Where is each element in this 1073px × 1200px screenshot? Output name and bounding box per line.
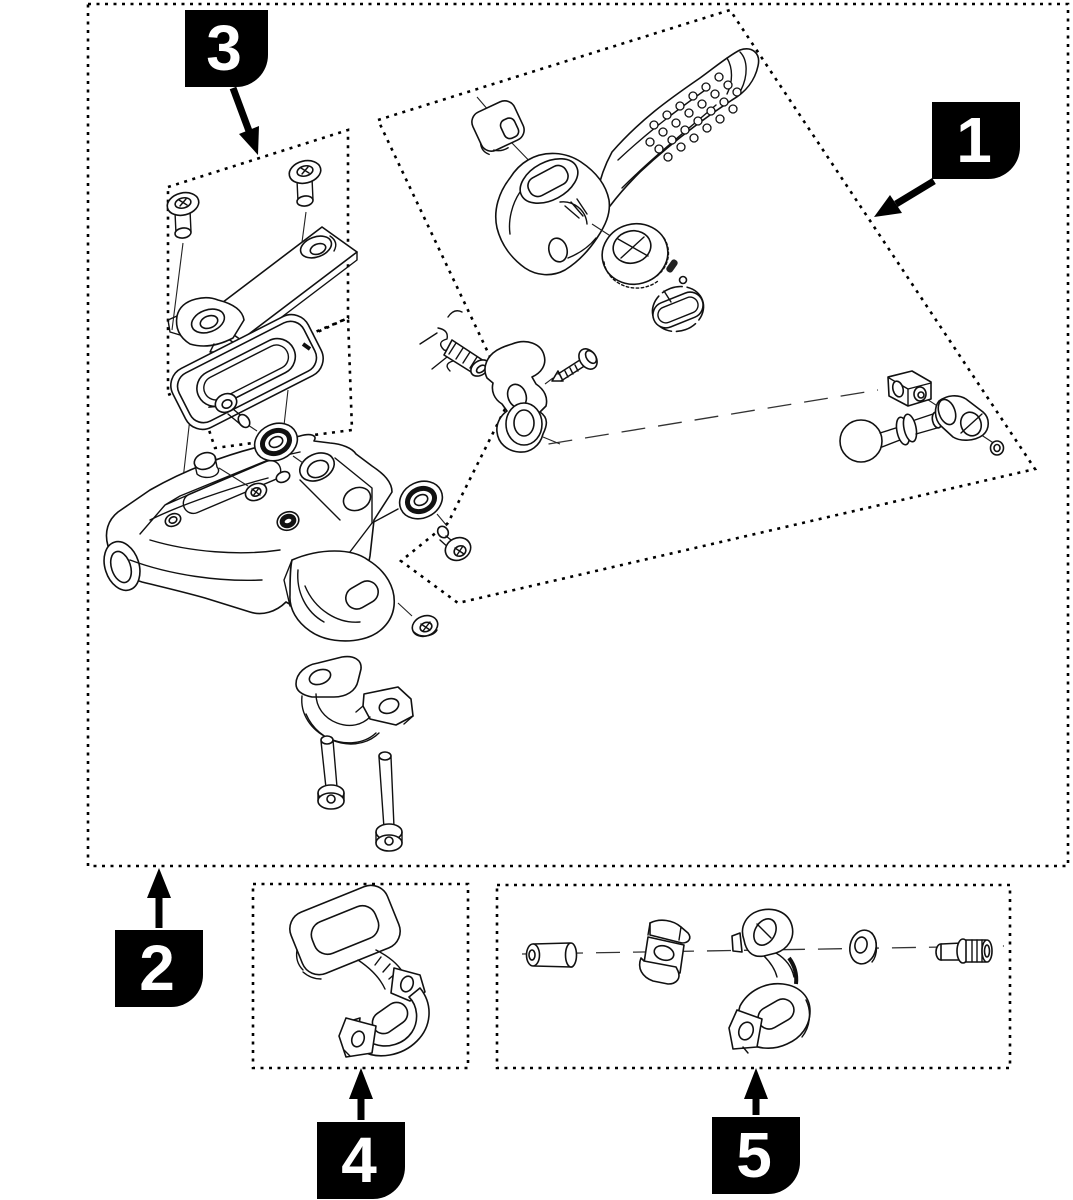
cable-anchor-nut — [888, 371, 931, 406]
cam-follower-rocker — [485, 342, 560, 452]
region-2-parts — [98, 390, 474, 851]
piston-spring-unit — [420, 311, 492, 380]
clamp-bolt-short — [318, 736, 344, 809]
callout-3 — [185, 10, 268, 155]
lever-pivot-housing — [496, 150, 612, 275]
rocker-pivot-screw — [545, 345, 601, 384]
clamp-bolt-long — [376, 752, 402, 851]
region-1-parts — [420, 49, 1004, 462]
blade-stop-hook — [284, 551, 394, 641]
discrete-clamp — [284, 880, 429, 1057]
callout-5-number: 5 — [736, 1119, 772, 1191]
pivot-bolt-lower — [435, 524, 474, 564]
pivot-bearing-lower — [393, 474, 448, 526]
cam-pin — [665, 258, 686, 283]
callout-2-number: 2 — [139, 932, 175, 1004]
callout-1-number: 1 — [956, 104, 992, 176]
region-4-parts — [284, 880, 429, 1057]
callout-2 — [115, 868, 203, 1007]
clamp-screw — [936, 939, 992, 963]
region-2-boundary — [88, 4, 1068, 866]
body-set-screw — [398, 603, 441, 640]
contact-adjust-dial — [595, 216, 674, 291]
piston-assembly — [840, 411, 943, 462]
callout-5 — [712, 1068, 800, 1194]
washer — [847, 928, 880, 967]
callout-3-number: 3 — [206, 12, 242, 84]
anchor-barrel — [935, 396, 988, 440]
matchmaker-bracket — [729, 909, 810, 1053]
callout-4 — [317, 1068, 405, 1199]
callout-4-number: 4 — [341, 1124, 377, 1196]
handlebar-clamp-attached — [296, 657, 413, 744]
region-5-parts — [522, 909, 1004, 1053]
cam-plate — [646, 279, 710, 338]
piston-axis-line — [512, 390, 878, 450]
saddle-nut — [640, 920, 690, 984]
lever-blade — [597, 49, 759, 210]
callout-1 — [874, 102, 1020, 217]
barrel-set-screw — [991, 441, 1004, 455]
barrel-spacer — [527, 943, 577, 967]
